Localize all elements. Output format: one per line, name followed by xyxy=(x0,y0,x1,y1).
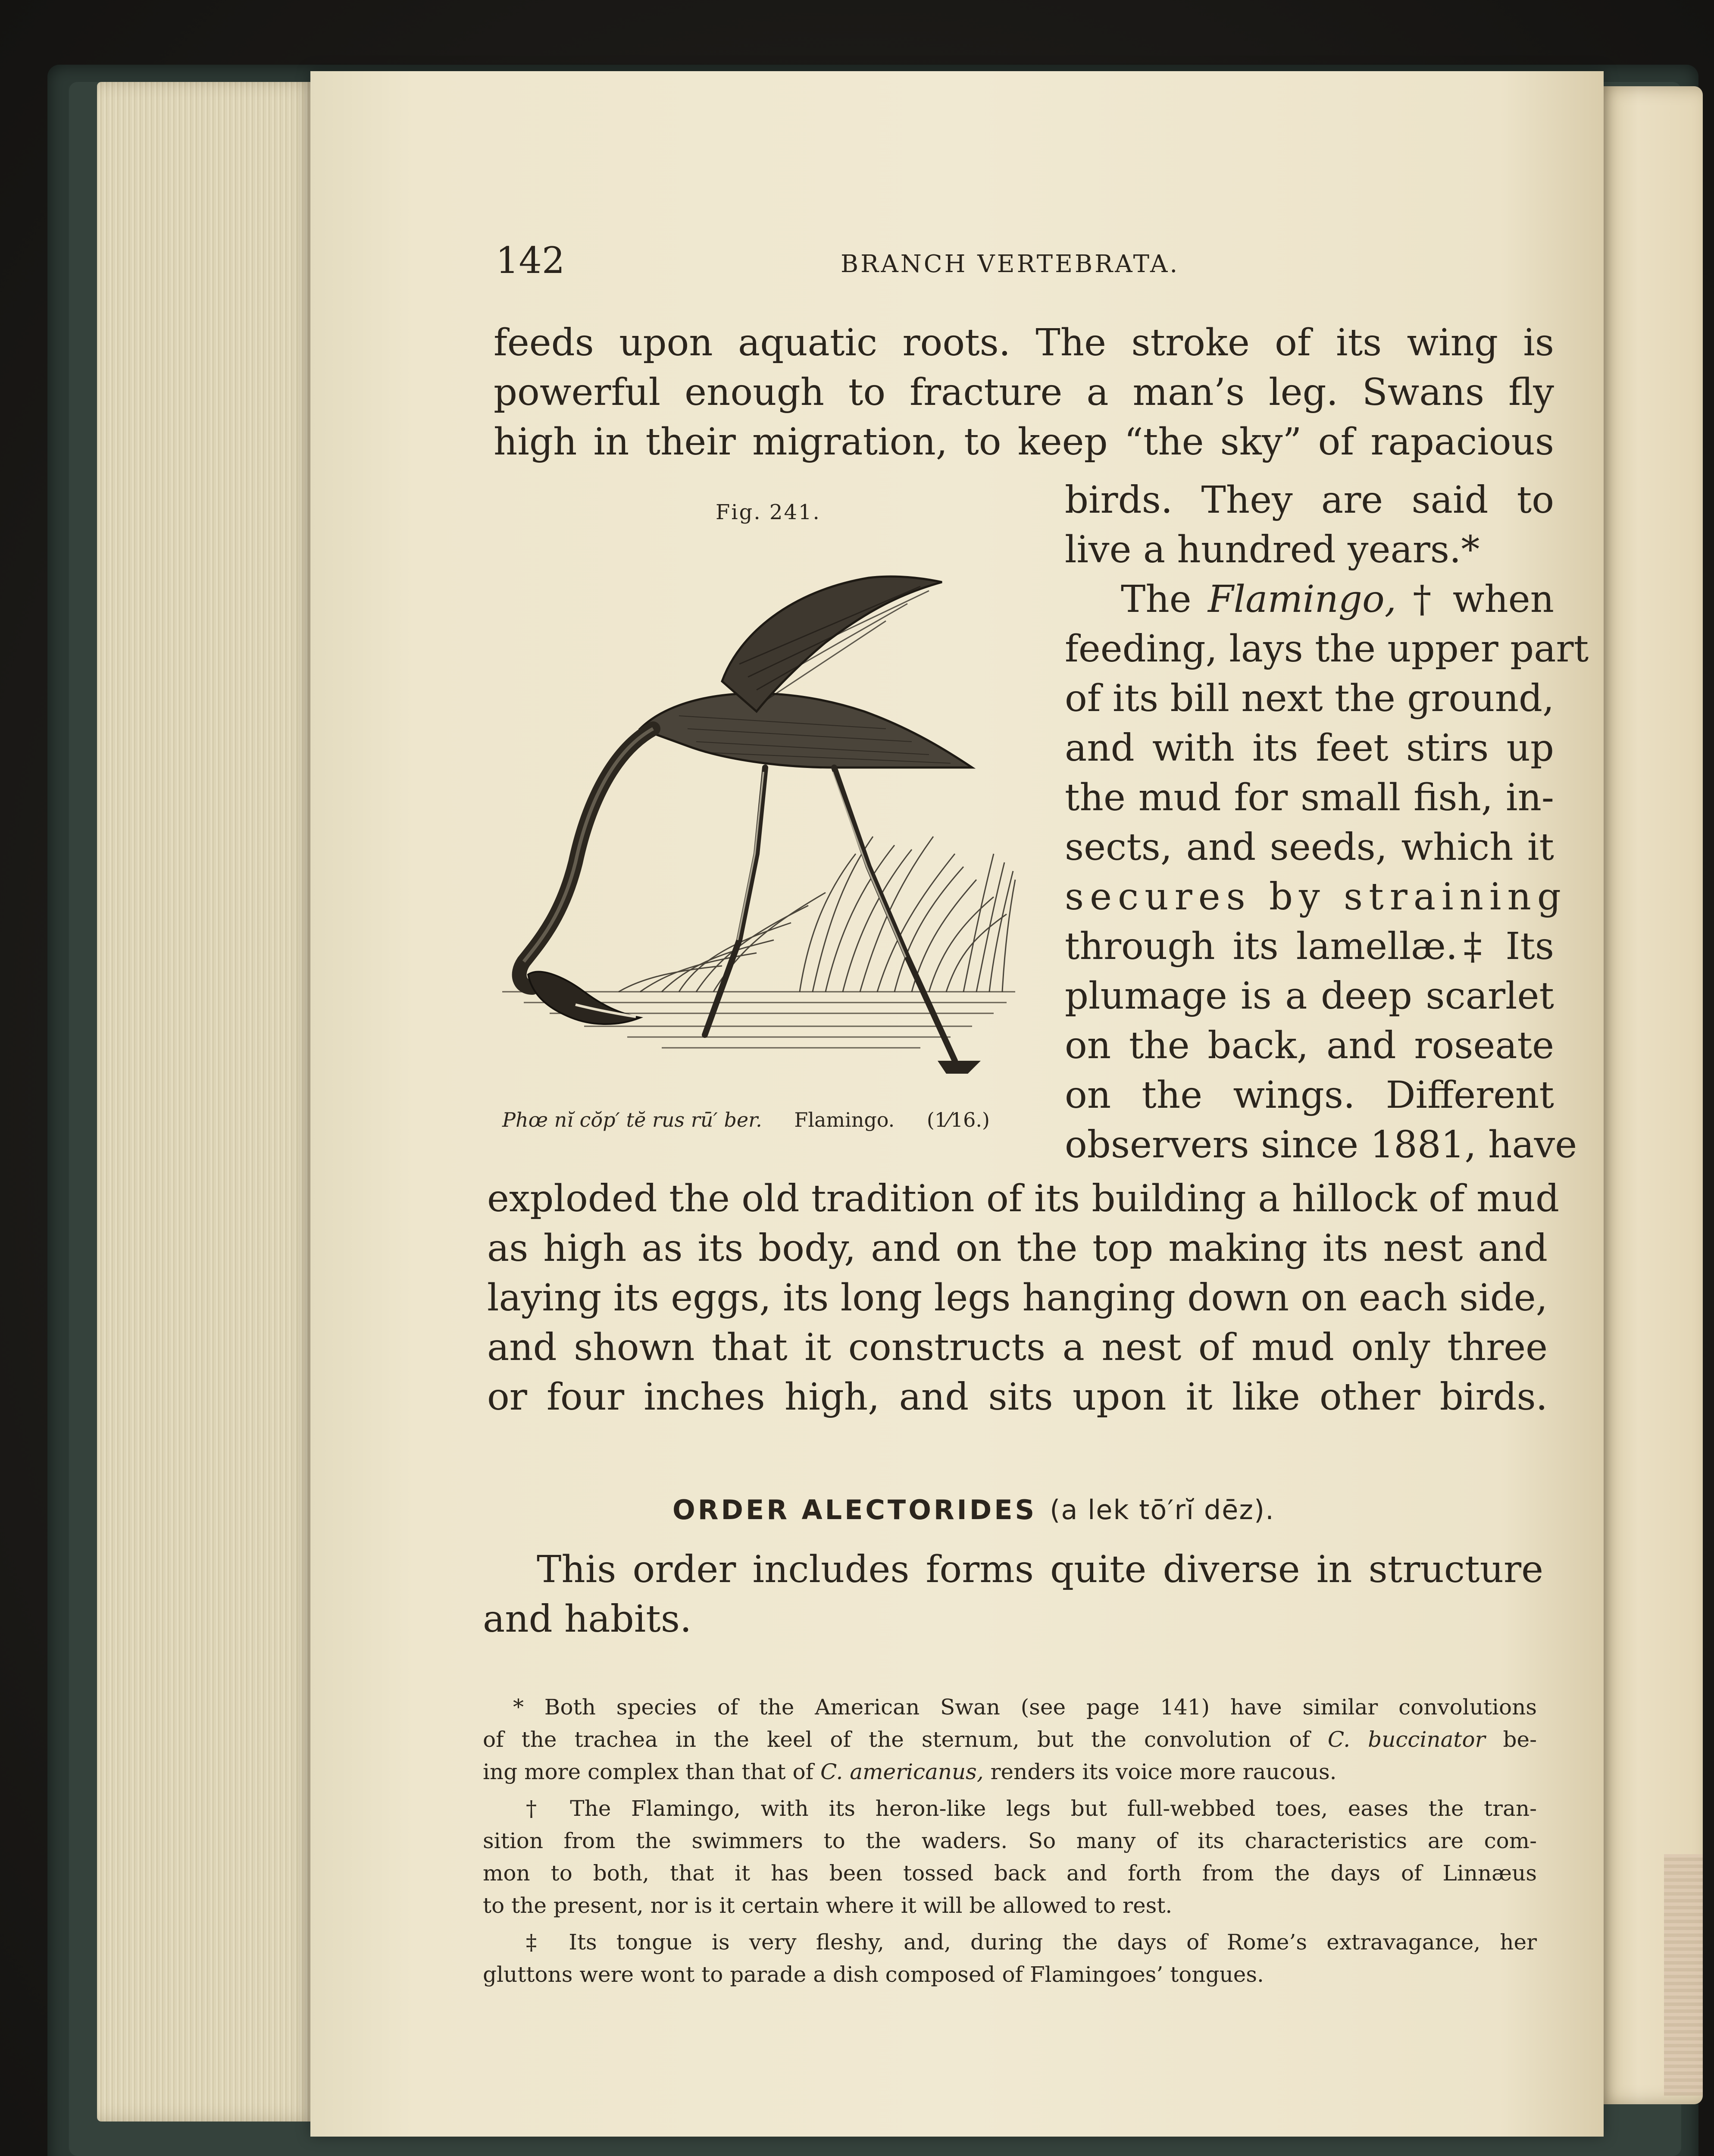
footnote-text: ing more complex than that of xyxy=(483,1759,814,1784)
body-text: The xyxy=(1121,578,1192,621)
body-line: exploded the old tradition of its building a hillock of mud xyxy=(487,1177,1560,1220)
footnote-species: C. buccinator xyxy=(1327,1727,1486,1752)
body-text: † when xyxy=(1413,578,1554,621)
footnote-line: ‡ Its tongue is very fleshy, and, during the days of Rome’s extravagance, her xyxy=(526,1930,1537,1955)
flamingo-illustration xyxy=(498,526,1028,1108)
facing-page-marker xyxy=(1664,1854,1703,2096)
caption-common-name: Flamingo. xyxy=(794,1108,895,1131)
body-line: secures by straining xyxy=(1065,875,1567,918)
page-number: 142 xyxy=(496,239,565,282)
footnote-line: † The Flamingo, with its heron-like legs but full-webbed toes, eases the tran- xyxy=(526,1796,1537,1821)
body-line: live a hundred years.* xyxy=(1065,528,1480,571)
section-text: and habits. xyxy=(483,1598,692,1641)
footnote-line xyxy=(483,1759,1337,1784)
body-line: and shown that it constructs a nest of mud only three xyxy=(487,1326,1548,1369)
flamingo-term: Flamingo, xyxy=(1208,578,1397,621)
figure-label: Fig. 241. xyxy=(716,500,821,524)
footnote-line: gluttons were wont to parade a dish composed of Flamingoes’ tongues. xyxy=(483,1962,1264,1987)
page-edges xyxy=(97,82,321,2122)
body-line: on the back, and roseate xyxy=(1065,1024,1554,1067)
running-title: BRANCH VERTEBRATA. xyxy=(841,250,1180,278)
body-line: as high as its body, and on the top making its nest and xyxy=(487,1227,1548,1270)
body-line: through its lamellæ.‡ Its xyxy=(1065,925,1554,968)
body-line: feeds upon aquatic roots. The stroke of its wing is xyxy=(494,321,1554,364)
footnote-text: renders its voice more raucous. xyxy=(990,1759,1337,1784)
footnote-text: of the trachea in the keel of the sternum, but the convolution of xyxy=(483,1727,1310,1752)
caption-scale: (1⁄16.) xyxy=(926,1108,990,1131)
body-line: feeding, lays the upper part xyxy=(1065,627,1589,671)
body-line: sects, and seeds, which it xyxy=(1065,826,1554,869)
body-line: on the wings. Different xyxy=(1065,1074,1554,1117)
body-line: powerful enough to fracture a man’s leg. Swans fly xyxy=(494,371,1554,414)
body-line: of its bill next the ground, xyxy=(1065,677,1554,720)
footnote-line xyxy=(483,1727,1537,1752)
section-text: This order includes forms quite diverse in structure xyxy=(537,1548,1543,1591)
footnote-text: be- xyxy=(1503,1727,1537,1752)
body-line: birds. They are said to xyxy=(1065,479,1554,522)
body-line: the mud for small fish, in- xyxy=(1065,776,1554,819)
body-line: high in their migration, to keep “the sky” of rapacious xyxy=(494,420,1554,464)
footnote-line: to the present, nor is it certain where it will be allowed to rest. xyxy=(483,1893,1173,1918)
body-line: or four inches high, and sits upon it like other birds. xyxy=(487,1376,1548,1419)
footnote-line: sition from the swimmers to the waders. So many of its characteristics are com- xyxy=(483,1828,1537,1853)
section-heading-title: ORDER ALECTORIDES xyxy=(672,1494,1037,1526)
body-line: plumage is a deep scarlet xyxy=(1065,975,1554,1018)
figure-caption xyxy=(502,1108,990,1131)
body-line: observers since 1881, have xyxy=(1065,1123,1577,1166)
section-heading-pronunciation: (a lek tō′rĭ dēz). xyxy=(1050,1494,1275,1526)
footnote-species: C. americanus, xyxy=(820,1759,984,1784)
facing-page-edge xyxy=(1595,86,1703,2104)
body-line xyxy=(1121,578,1554,621)
body-line: laying its eggs, its long legs hanging down on each side, xyxy=(487,1276,1548,1319)
footnote-line: mon to both, that it has been tossed back and forth from the days of Linnæus xyxy=(483,1861,1537,1886)
caption-scientific-name: Phœ nĭ cŏp′ tĕ rus rū′ ber. xyxy=(502,1108,762,1131)
footnote-line: * Both species of the American Swan (see page 141) have similar convolutions xyxy=(513,1695,1537,1720)
body-line: and with its feet stirs up xyxy=(1065,727,1554,770)
section-heading xyxy=(672,1494,1275,1526)
